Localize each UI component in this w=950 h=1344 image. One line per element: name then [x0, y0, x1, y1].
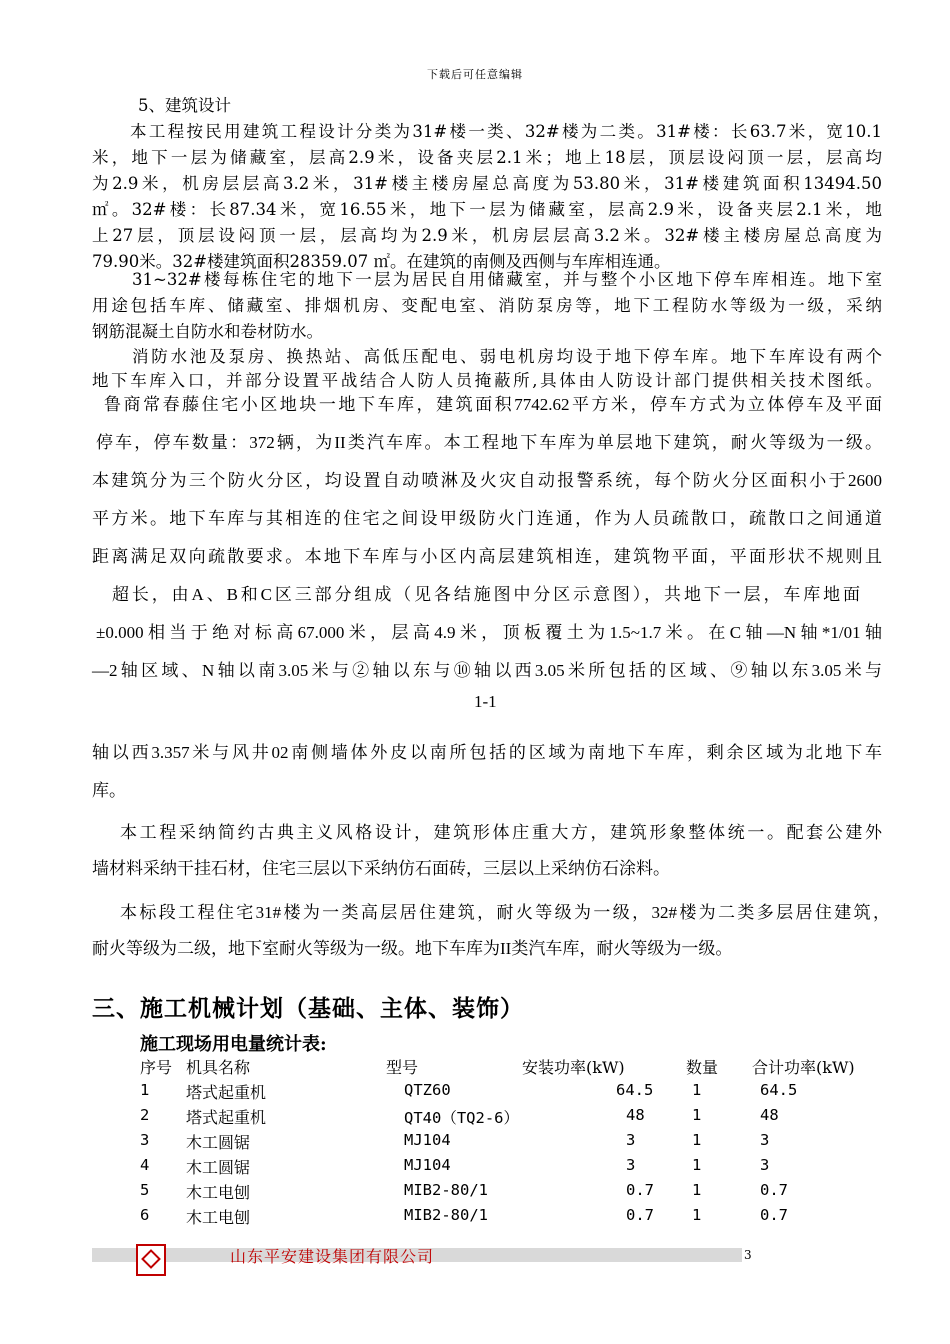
cell-install-power: 48: [626, 1106, 645, 1124]
paragraph-fire-facilities: [92, 343, 882, 393]
text-line: 轴以西3.357米与风井02南侧墙体外皮以南所包括的区域为南地下车库，剩余区域为北地下车: [92, 743, 882, 762]
cell-index: 3: [140, 1131, 150, 1149]
cell-install-power: 0.7: [626, 1206, 654, 1224]
text-line: 墙材料采纳干挂石材，住宅三层以下采纳仿石面砖，三层以上采纳仿石涂料。: [92, 859, 670, 878]
cell-name: 木工电刨: [186, 1183, 251, 1202]
header-cell-index: 序号: [140, 1058, 173, 1077]
cell-index: 2: [140, 1106, 150, 1124]
text-line: 用途包括车库、储藏室、排烟机房、变配电室、消防泵房等，地下工程防水等级为一级，采纳: [92, 296, 882, 315]
cell-model: MIB2-80/1: [404, 1206, 488, 1224]
company-logo-icon: [136, 1244, 166, 1276]
header-cell-install-power: 安装功率(kW): [522, 1058, 625, 1077]
cell-model: QTZ60: [404, 1081, 451, 1099]
section-3-title: 三、施工机械计划（基础、主体、装饰）: [92, 995, 524, 1022]
header-cell-total-power: 合计功率(kW): [752, 1058, 855, 1077]
paragraph-garage-areas: [92, 738, 882, 808]
text-line: 本标段工程住宅31#楼为一类高层居住建筑，耐火等级为一级，32#楼为二类多层居住建筑，: [120, 903, 890, 922]
header-note: 下载后可任意编辑: [427, 68, 523, 81]
cell-total-power: 64.5: [760, 1081, 798, 1099]
text-line: 鲁商常春藤住宅小区地块一地下车库，建筑面积7742.62平方米，停车方式为立体停车及平面: [104, 395, 882, 414]
cell-quantity: 1: [692, 1081, 702, 1099]
cell-model: QT40（TQ2-6）: [404, 1109, 519, 1127]
cell-name: 木工电刨: [186, 1208, 251, 1227]
text-line: 消防水池及泵房、换热站、高低压配电、弱电机房均设于地下停车库。地下车库设有两个: [132, 347, 882, 366]
text-line: —2轴区域、N轴以南3.05米与②轴以东与⑩轴以西3.05米所包括的区域、⑨轴以东3.05米与: [92, 661, 882, 680]
cell-quantity: 1: [692, 1156, 702, 1174]
cell-index: 4: [140, 1156, 150, 1174]
cell-quantity: 1: [692, 1106, 702, 1124]
cell-install-power: 3: [626, 1131, 636, 1149]
header-cell-name: 机具名称: [186, 1058, 251, 1077]
cell-total-power: 48: [760, 1106, 779, 1124]
page-number: 3: [744, 1248, 752, 1262]
paragraph-underground-garage: [92, 390, 882, 690]
cell-name: 塔式起重机: [186, 1083, 267, 1102]
text-line: 地下车库入口，并部分设置平战结合人防人员掩蔽所,具体由人防设计部门提供相关技术图纸。: [92, 371, 882, 390]
text-line: 库。: [92, 781, 126, 800]
text-line: ±0.000相当于绝对标高67.000米，层高4.9米，顶板覆土为1.5~1.7米。在C轴—N轴*1/01轴: [96, 623, 882, 642]
cell-total-power: 0.7: [760, 1181, 788, 1199]
paragraph-architectural-style: [92, 818, 882, 888]
cell-quantity: 1: [692, 1131, 702, 1149]
cell-quantity: 1: [692, 1206, 702, 1224]
cell-install-power: 0.7: [626, 1181, 654, 1199]
cell-name: 塔式起重机: [186, 1108, 267, 1127]
text-line: 31~32#楼每栋住宅的地下一层为居民自用储藏室，并与整个小区地下停车库相连。地下室: [132, 270, 882, 289]
text-line: ㎡。32#楼：长87.34米，宽16.55米，地下一层为储藏室，层高2.9米，设备夹层2.1米，地: [92, 200, 882, 219]
cell-model: MIB2-80/1: [404, 1181, 488, 1199]
header-cell-quantity: 数量: [686, 1058, 719, 1077]
cell-name: 木工圆锯: [186, 1158, 251, 1177]
section-5-title: 5、建筑设计: [138, 96, 231, 115]
cell-name: 木工圆锯: [186, 1133, 251, 1152]
text-line: 平方米。地下车库与其相连的住宅之间设甲级防火门连通，作为人员疏散口，疏散口之间通道: [92, 509, 882, 528]
text-line: 耐火等级为二级，地下室耐火等级为一级。地下车库为II类汽车库，耐火等级为一级。: [92, 939, 733, 958]
footer-company-name: 山东平安建设集团有限公司: [230, 1247, 435, 1266]
cell-index: 5: [140, 1181, 150, 1199]
paragraph-basement-usage: [92, 266, 882, 342]
text-line: 超长，由A、B和C区三部分组成（见各结施图中分区示意图），共地下一层，车库地面: [112, 585, 860, 604]
text-line: 本工程按民用建筑工程设计分类为31#楼一类、32#楼为二类。31#楼：长63.7米，宽10.1: [130, 122, 882, 141]
cell-install-power: 3: [626, 1156, 636, 1174]
text-line: 79.90米。32#楼建筑面积28359.07 ㎡。在建筑的南侧及西侧与车库相连通。: [92, 252, 671, 271]
text-line: 钢筋混凝土自防水和卷材防水。: [92, 322, 323, 341]
cell-model: MJ104: [404, 1131, 451, 1149]
text-line: 为2.9米，机房层层高3.2米，31#楼主楼房屋总高度为53.80米，31#楼建筑面积13494.50: [92, 174, 882, 193]
table-title: 施工现场用电量统计表:: [140, 1034, 327, 1055]
cell-install-power: 64.5: [616, 1081, 654, 1099]
text-line: 本工程采纳简约古典主义风格设计，建筑形体庄重大方，建筑形象整体统一。配套公建外: [120, 823, 882, 842]
cell-total-power: 0.7: [760, 1206, 788, 1224]
paragraph-fire-rating: [92, 898, 890, 968]
cell-total-power: 3: [760, 1131, 770, 1149]
paragraph-building-classification: [92, 118, 882, 271]
cell-model: MJ104: [404, 1156, 451, 1174]
cell-index: 1: [140, 1081, 150, 1099]
text-line: 本建筑分为三个防火分区，均设置自动喷淋及火灾自动报警系统，每个防火分区面积小于2600: [92, 471, 882, 490]
text-line: 上27层，顶层设闷顶一层，层高均为2.9米，机房层层高3.2米。32#楼主楼房屋总高度为: [92, 226, 882, 245]
text-line: 米，地下一层为储藏室，层高2.9米，设备夹层2.1米；地上18层，顶层设闷顶一层，层高均: [92, 148, 882, 167]
text-line: 停车，停车数量：372辆，为II类汽车库。本工程地下车库为单层地下建筑，耐火等级为一级。: [96, 433, 882, 452]
cell-total-power: 3: [760, 1156, 770, 1174]
text-line: 距离满足双向疏散要求。本地下车库与小区内高层建筑相连，建筑物平面，平面形状不规则且: [92, 547, 882, 566]
page-section-label: 1-1: [474, 692, 497, 711]
header-cell-model: 型号: [386, 1058, 419, 1077]
cell-quantity: 1: [692, 1181, 702, 1199]
cell-index: 6: [140, 1206, 150, 1224]
